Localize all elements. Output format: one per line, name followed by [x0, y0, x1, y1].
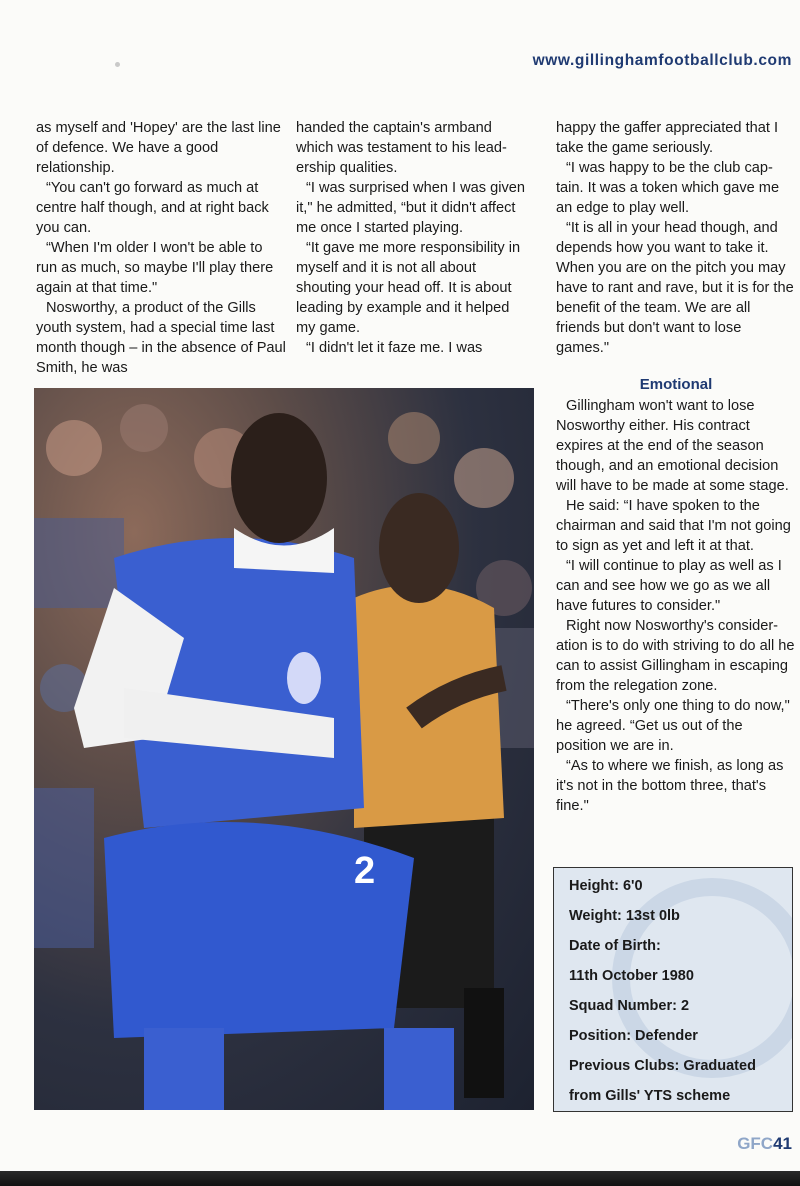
print-speck	[115, 62, 120, 67]
paragraph: handed the captain's armband which was testament to his lead-ership qualities.	[296, 120, 507, 176]
paragraph: “It is all in your head though, and depends how you want to take it. When you are on the pitch you may have to rant and rave, but it is for the benefit of the team. We are all friends but don't want to lose games."	[556, 220, 794, 356]
paragraph: as myself and 'Hopey' are the last line of defence. We have a good relationship.	[36, 120, 281, 176]
stat-dob-value: 11th October 1980	[569, 968, 694, 984]
stat-squad-number: Squad Number: 2	[569, 998, 690, 1014]
page-number-value: 41	[773, 1134, 792, 1153]
shorts-number-graphic: 2	[354, 850, 376, 892]
bottom-edge-bar	[0, 1171, 800, 1186]
stat-height: Height: 6'0	[569, 878, 643, 894]
match-photo-illustration	[34, 388, 534, 1110]
paragraph: happy the gaffer appreciated that I take the game seriously.	[556, 120, 779, 156]
article-column-3	[556, 118, 796, 358]
paragraph: He said: “I have spoken to the chairman and said that I'm not going to sign as yet and left it at that.	[556, 498, 791, 554]
paragraph: Gillingham won't want to lose Nosworthy either. His contract expires at the end of the season though, and an emotional decision will have to be made at some stage.	[556, 398, 789, 494]
article-column-1	[36, 118, 286, 378]
paragraph: “I will continue to play as well as I can and see how we go as we all have futures to consider."	[556, 558, 782, 614]
paragraph: “I didn't let it faze me. I was	[306, 340, 483, 356]
subheading: Emotional	[639, 376, 713, 393]
match-photo	[34, 388, 534, 1110]
article-column-3-continued	[556, 396, 796, 816]
paragraph: “It gave me more responsibility in myself and it is not all about shouting your head off. It is about leading by example and it helped my game.	[296, 240, 521, 336]
article-column-2	[296, 118, 531, 358]
paragraph: “I was happy to be the club cap-tain. It was a token which gave me an edge to play well.	[556, 160, 780, 216]
page-number	[737, 1134, 792, 1154]
paragraph: Nosworthy, a product of the Gills youth system, had a special time last month though – in the absence of Paul Smith, he was	[36, 300, 286, 376]
stat-weight: Weight: 13st 0lb	[569, 908, 680, 924]
header-url[interactable]: www.gillinghamfootballclub.com	[532, 52, 792, 69]
stat-previous-clubs: Previous Clubs: Graduated	[569, 1058, 756, 1074]
paragraph: “When I'm older I won't be able to run as much, so maybe I'll play there again at that time."	[36, 240, 274, 296]
paragraph: Right now Nosworthy's consider-ation is to do with striving to do all he can to assist Gillingham in escaping from the relegation zone.	[556, 618, 795, 694]
paragraph: “I was surprised when I was given it," he admitted, “but it didn't affect me once I started playing.	[296, 180, 525, 236]
paragraph: “As to where we finish, as long as it's not in the bottom three, that's fine."	[556, 758, 784, 814]
paragraph: “There's only one thing to do now," he agreed. “Get us out of the position we are in.	[556, 698, 790, 754]
page-brand: GFC	[737, 1134, 774, 1153]
stat-position: Position: Defender	[569, 1028, 698, 1044]
stat-dob-label: Date of Birth:	[569, 938, 661, 954]
paragraph: “You can't go forward as much at centre half though, and at right back you can.	[36, 180, 269, 236]
player-stats-box	[553, 867, 793, 1112]
stat-previous-clubs-cont: from Gills' YTS scheme	[569, 1088, 731, 1104]
